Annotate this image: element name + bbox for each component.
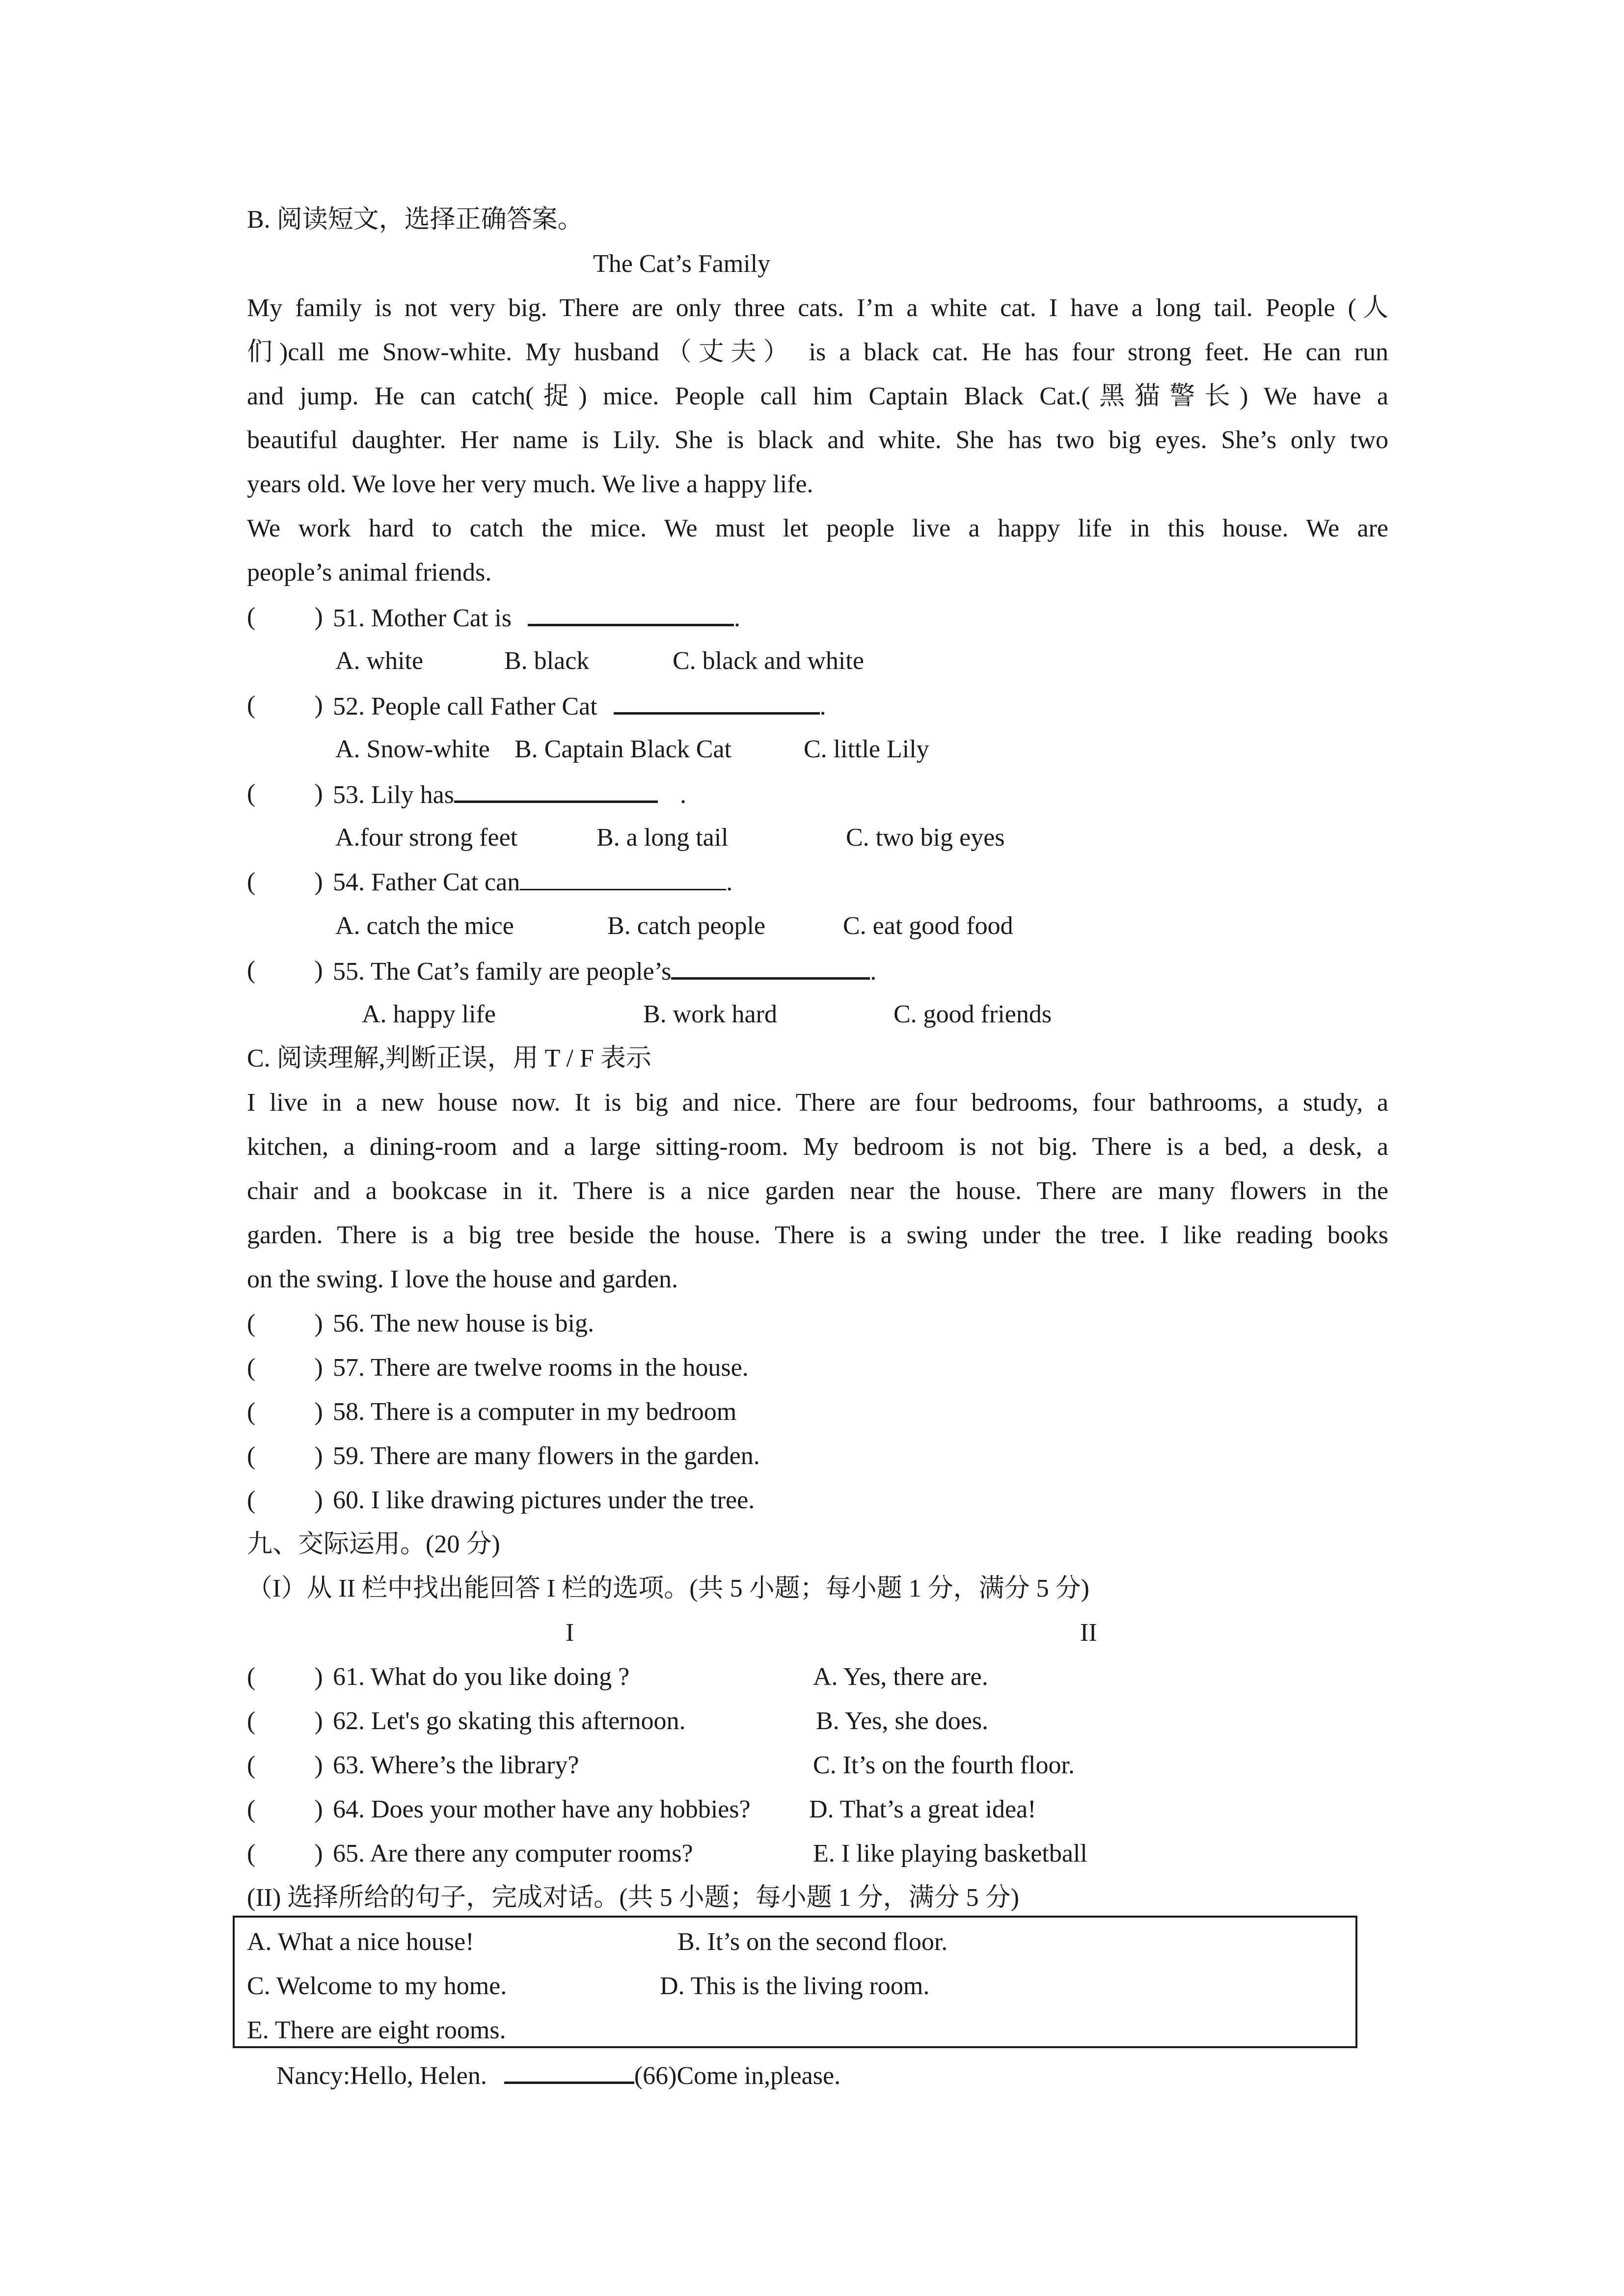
- question-text: 55. The Cat’s family are people’s: [333, 958, 672, 986]
- passage-line: beautiful daughter. Her name is Lily. She is black and white. She has two big eyes. She’s only two: [247, 426, 1388, 454]
- box-option-c: C. Welcome to my home.: [247, 1972, 507, 2000]
- part-i-instruction: （I）从 II 栏中找出能回答 I 栏的选项。(共 5 小题；每小题 1 分，满分 5 分): [247, 1575, 1089, 1602]
- option-c[interactable]: C. black and white: [673, 647, 864, 675]
- answer-blank[interactable]: [528, 602, 734, 626]
- question-end: .: [870, 958, 877, 986]
- bracket-open: (: [247, 956, 256, 984]
- question-text: 53. Lily has: [333, 781, 454, 809]
- column-i-header: I: [566, 1619, 574, 1647]
- passage-line: on the swing. I love the house and garden.: [247, 1265, 678, 1293]
- bracket-close: ): [314, 1442, 323, 1470]
- option-b[interactable]: B. black: [504, 647, 590, 675]
- passage-line: I live in a new house now. It is big and nice. There are four bedrooms, four bathrooms, a study, a: [247, 1089, 1388, 1117]
- question-end: .: [733, 604, 740, 632]
- option-b[interactable]: B. a long tail: [596, 824, 729, 852]
- column-ii-header: II: [1080, 1619, 1097, 1647]
- statement: 60. I like drawing pictures under the tree.: [333, 1486, 755, 1514]
- question-text: 52. People call Father Cat: [333, 693, 597, 721]
- answer-bracket[interactable]: [247, 602, 323, 632]
- question-text: 51. Mother Cat is: [333, 604, 512, 632]
- option-b[interactable]: B. work hard: [643, 1000, 777, 1028]
- section-b-heading: B. 阅读短文，选择正确答案。: [247, 206, 583, 234]
- answer-bracket[interactable]: [247, 1795, 323, 1824]
- option-b[interactable]: B. Captain Black Cat: [514, 735, 731, 763]
- match-answer: D. That’s a great idea!: [809, 1795, 1036, 1823]
- bracket-close: ): [314, 603, 323, 631]
- bracket-close: ): [314, 779, 323, 807]
- option-c[interactable]: C. eat good food: [843, 912, 1013, 940]
- question-end: .: [726, 868, 733, 896]
- bracket-open: (: [247, 603, 256, 631]
- answer-blank[interactable]: [454, 779, 658, 803]
- answer-bracket[interactable]: [247, 1309, 323, 1338]
- question-text: 54. Father Cat can: [333, 868, 520, 896]
- bracket-open: (: [247, 1442, 256, 1470]
- passage-line: 们)call me Snow-white. My husband（丈夫） is a black cat. He has four strong feet. He can run: [247, 338, 1388, 366]
- match-answer: E. I like playing basketball: [813, 1840, 1087, 1868]
- option-a[interactable]: A. Snow-white: [335, 735, 490, 763]
- question-end: .: [819, 693, 826, 721]
- match-answer: A. Yes, there are.: [813, 1663, 988, 1691]
- option-c[interactable]: C. good friends: [893, 1000, 1052, 1028]
- option-c[interactable]: C. two big eyes: [846, 824, 1005, 852]
- bracket-open: (: [247, 1795, 256, 1823]
- passage-line: My family is not very big. There are only three cats. I’m a white cat. I have a long tail. People (人: [247, 294, 1388, 322]
- dialogue-speaker-text: Nancy:Hello, Helen.: [276, 2062, 487, 2090]
- bracket-close: ): [314, 691, 323, 719]
- answer-bracket[interactable]: [247, 1839, 323, 1869]
- bracket-open: (: [247, 1751, 256, 1779]
- dialogue-continuation: (66)Come in,please.: [634, 2062, 841, 2090]
- bracket-open: (: [247, 1663, 256, 1691]
- bracket-open: (: [247, 691, 256, 719]
- question-stem: [333, 867, 732, 897]
- bracket-open: (: [247, 1354, 256, 1382]
- bracket-close: ): [314, 1309, 323, 1337]
- box-option-d: D. This is the living room.: [660, 1972, 930, 2000]
- bracket-open: (: [247, 779, 256, 807]
- bracket-close: ): [314, 956, 323, 984]
- bracket-close: ): [314, 1486, 323, 1514]
- answer-bracket[interactable]: [247, 1486, 323, 1515]
- question-stem: [333, 691, 826, 721]
- passage-title: The Cat’s Family: [593, 250, 771, 278]
- answer-blank[interactable]: [671, 956, 870, 980]
- answer-blank[interactable]: [614, 691, 820, 715]
- match-question: 63. Where’s the library?: [333, 1751, 579, 1779]
- bracket-open: (: [247, 1309, 256, 1337]
- passage-line: years old. We love her very much. We live a happy life.: [247, 470, 813, 498]
- passage-line: kitchen, a dining-room and a large sitting-room. My bedroom is not big. There is a bed, a desk, a: [247, 1133, 1388, 1161]
- section-9-heading: 九、交际运用。(20 分): [247, 1530, 500, 1558]
- box-option-b: B. It’s on the second floor.: [677, 1928, 948, 1956]
- bracket-open: (: [247, 868, 256, 896]
- section-c-heading: C. 阅读理解,判断正误，用 T / F 表示: [247, 1044, 651, 1072]
- box-option-a: A. What a nice house!: [247, 1928, 474, 1956]
- bracket-open: (: [247, 1840, 256, 1868]
- answer-bracket[interactable]: [247, 1353, 323, 1383]
- question-stem: [333, 602, 740, 633]
- option-a[interactable]: A. white: [335, 647, 424, 675]
- option-b[interactable]: B. catch people: [607, 912, 765, 940]
- bracket-close: ): [314, 1795, 323, 1823]
- part-ii-instruction: (II) 选择所给的句子，完成对话。(共 5 小题；每小题 1 分，满分 5 分): [247, 1884, 1019, 1912]
- answer-bracket[interactable]: [247, 956, 323, 985]
- passage-line: and jump. He can catch(捉) mice. People call him Captain Black Cat.(黑猫警长) We have a: [247, 382, 1388, 410]
- question-stem: [333, 956, 876, 987]
- passage-line: people’s animal friends.: [247, 559, 492, 587]
- statement: 58. There is a computer in my bedroom: [333, 1398, 737, 1426]
- bracket-close: ): [314, 1398, 323, 1426]
- match-answer: B. Yes, she does.: [816, 1707, 989, 1735]
- statement: 56. The new house is big.: [333, 1309, 594, 1337]
- answer-blank-66[interactable]: [504, 2060, 634, 2084]
- answer-bracket[interactable]: [247, 1751, 323, 1780]
- answer-bracket[interactable]: [247, 1707, 323, 1736]
- bracket-close: ): [314, 868, 323, 896]
- question-end: .: [679, 781, 686, 809]
- match-question: 61. What do you like doing ?: [333, 1663, 630, 1691]
- question-stem: [333, 779, 686, 810]
- bracket-close: ): [314, 1354, 323, 1382]
- option-a[interactable]: A.four strong feet: [335, 824, 518, 852]
- option-a[interactable]: A. happy life: [362, 1000, 496, 1028]
- match-answer: C. It’s on the fourth floor.: [813, 1751, 1075, 1779]
- answer-bracket[interactable]: [247, 1442, 323, 1471]
- answer-bracket[interactable]: [247, 691, 323, 720]
- answer-bracket[interactable]: [247, 1662, 323, 1692]
- option-a[interactable]: A. catch the mice: [335, 912, 514, 940]
- match-question: 64. Does your mother have any hobbies?: [333, 1795, 751, 1823]
- bracket-close: ): [314, 1663, 323, 1691]
- passage-line: garden. There is a big tree beside the house. There is a swing under the tree. I like reading books: [247, 1221, 1388, 1249]
- dialogue-line: [276, 2060, 840, 2091]
- option-c[interactable]: C. little Lily: [804, 735, 929, 763]
- bracket-close: ): [314, 1707, 323, 1735]
- answer-bracket[interactable]: [247, 1397, 323, 1427]
- passage-line: chair and a bookcase in it. There is a nice garden near the house. There are many flowers in the: [247, 1177, 1388, 1205]
- bracket-open: (: [247, 1398, 256, 1426]
- answer-bracket[interactable]: [247, 779, 323, 808]
- box-option-e: E. There are eight rooms.: [247, 2016, 506, 2044]
- bracket-open: (: [247, 1486, 256, 1514]
- bracket-close: ): [314, 1751, 323, 1779]
- statement: 57. There are twelve rooms in the house.: [333, 1354, 749, 1382]
- bracket-close: ): [314, 1840, 323, 1868]
- match-question: 62. Let's go skating this afternoon.: [333, 1707, 686, 1735]
- answer-blank[interactable]: [520, 867, 726, 890]
- statement: 59. There are many flowers in the garden.: [333, 1442, 760, 1470]
- passage-line: We work hard to catch the mice. We must let people live a happy life in this house. We are: [247, 514, 1388, 542]
- answer-bracket[interactable]: [247, 867, 323, 897]
- bracket-open: (: [247, 1707, 256, 1735]
- match-question: 65. Are there any computer rooms?: [333, 1840, 693, 1868]
